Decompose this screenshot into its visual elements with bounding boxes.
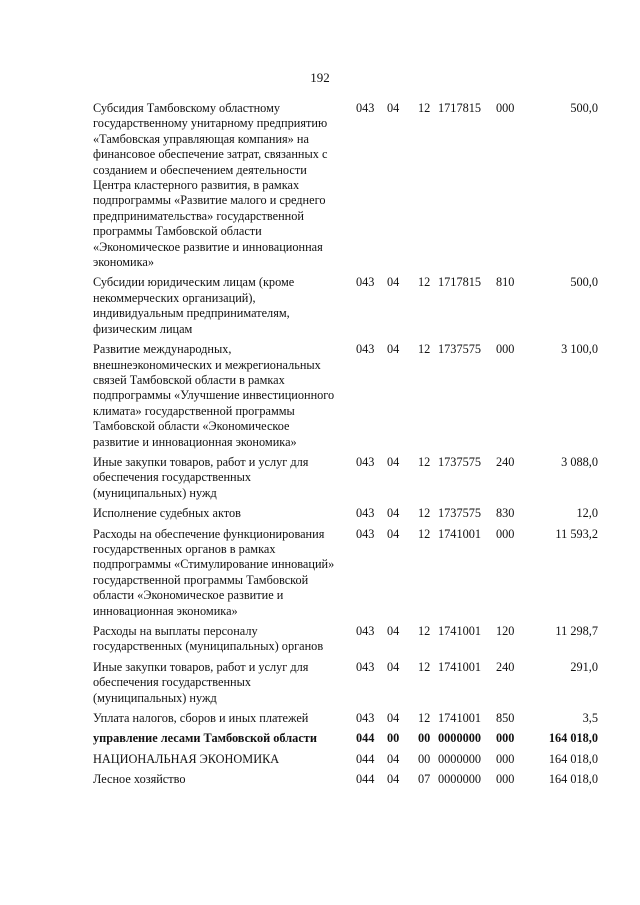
row-expense-type-code: 120 xyxy=(496,624,515,638)
row-ved-code: 043 xyxy=(356,342,375,357)
row-description: Субсидии юридическим лицам (кроме некоммерческих организаций), индивидуальным предпринимателям, физическим лицам xyxy=(93,275,295,336)
row-expense-type-code: 240 xyxy=(496,454,515,469)
row-target-article-code: 1741001 xyxy=(438,711,482,726)
row-subsection-code: 12 xyxy=(418,506,431,521)
row-section-code: 04 xyxy=(387,711,400,726)
row-target-article-code: 1737575 xyxy=(438,506,482,521)
row-description: Иные закупки товаров, работ и услуг для обеспечения государственных (муниципальных) нужд xyxy=(93,659,309,705)
row-description: Субсидия Тамбовскому областному государственному унитарному предприятию «Тамбовская управляющая компания» на финансовое обеспечение затрат, связанных с созданием и обеспечением деятельности Центра кластерного развития, в рамках подпрограммы «Развитие малого и среднего предпринимательства» государственной программы Тамбовской области «Экономическое развитие и инновационная экономика» xyxy=(93,101,328,270)
row-subsection-code: 12 xyxy=(418,624,431,638)
row-amount: 164 018,0 xyxy=(548,772,598,787)
row-section-code: 04 xyxy=(387,772,400,787)
row-expense-type-code: 850 xyxy=(496,711,515,726)
row-amount: 11 298,7 xyxy=(555,624,598,638)
row-description: Расходы на выплаты персоналу государственных (муниципальных) органов xyxy=(93,624,324,654)
row-section-code: 04 xyxy=(387,506,400,521)
row-target-article-code: 1737575 xyxy=(438,342,482,357)
row-subsection-code: 12 xyxy=(418,526,431,541)
row-expense-type-code: 000 xyxy=(496,101,515,115)
row-amount: 3,5 xyxy=(582,711,598,726)
table-row xyxy=(93,660,613,706)
table-row xyxy=(93,624,613,655)
row-section-code: 04 xyxy=(387,751,400,766)
row-expense-type-code: 000 xyxy=(496,526,515,541)
row-description: Иные закупки товаров, работ и услуг для обеспечения государственных (муниципальных) нужд xyxy=(93,454,309,500)
row-section-code: 04 xyxy=(387,275,400,290)
row-target-article-code: 0000000 xyxy=(438,731,482,746)
budget-table xyxy=(93,101,613,793)
row-ved-code: 044 xyxy=(356,731,375,746)
page-number: 192 xyxy=(310,70,330,85)
row-amount: 11 593,2 xyxy=(555,526,598,541)
row-target-article-code: 1717815 xyxy=(438,101,482,115)
row-ved-code: 043 xyxy=(356,275,375,290)
row-amount: 12,0 xyxy=(576,506,598,521)
row-subsection-code: 12 xyxy=(418,454,431,469)
row-description: Расходы на обеспечение функционирования государственных органов в рамках подпрограммы «Стимулирование инноваций» государственной программы Тамбовской области «Экономическое развитие и инновационная экономика» xyxy=(93,526,335,618)
row-ved-code: 044 xyxy=(356,772,375,787)
table-row xyxy=(93,772,613,787)
row-subsection-code: 12 xyxy=(418,342,431,357)
row-subsection-code: 00 xyxy=(418,751,431,766)
table-row xyxy=(93,455,613,501)
row-section-code: 04 xyxy=(387,624,400,638)
row-target-article-code: 1741001 xyxy=(438,526,482,541)
table-row xyxy=(93,275,613,337)
table-row xyxy=(93,527,613,619)
row-ved-code: 043 xyxy=(356,659,375,674)
row-ved-code: 043 xyxy=(356,711,375,726)
table-row xyxy=(93,752,613,767)
table-row xyxy=(93,711,613,726)
row-subsection-code: 00 xyxy=(418,731,431,746)
row-expense-type-code: 000 xyxy=(496,751,515,766)
row-section-code: 04 xyxy=(387,342,400,357)
row-target-article-code: 1741001 xyxy=(438,659,482,674)
row-amount: 500,0 xyxy=(570,101,598,115)
row-amount: 3 088,0 xyxy=(561,454,598,469)
row-section-code: 00 xyxy=(387,731,400,746)
row-section-code: 04 xyxy=(387,101,400,115)
row-amount: 164 018,0 xyxy=(548,731,598,746)
row-section-code: 04 xyxy=(387,454,400,469)
row-subsection-code: 12 xyxy=(418,101,431,115)
row-ved-code: 043 xyxy=(356,101,375,115)
row-subsection-code: 12 xyxy=(418,659,431,674)
row-description: НАЦИОНАЛЬНАЯ ЭКОНОМИКА xyxy=(93,751,280,766)
row-amount: 500,0 xyxy=(570,275,598,290)
table-row xyxy=(93,101,613,270)
row-expense-type-code: 000 xyxy=(496,731,515,746)
row-section-code: 04 xyxy=(387,526,400,541)
row-ved-code: 043 xyxy=(356,526,375,541)
row-subsection-code: 12 xyxy=(418,275,431,290)
row-description: Уплата налогов, сборов и иных платежей xyxy=(93,711,309,726)
row-target-article-code: 1717815 xyxy=(438,275,482,290)
row-target-article-code: 1737575 xyxy=(438,454,482,469)
row-expense-type-code: 240 xyxy=(496,659,515,674)
row-section-code: 04 xyxy=(387,659,400,674)
row-target-article-code: 0000000 xyxy=(438,751,482,766)
row-expense-type-code: 000 xyxy=(496,342,515,357)
row-description: Развитие международных, внешнеэкономических и межрегиональных связей Тамбовской области в рамках подпрограммы «Улучшение инвестиционного климата» государственной программы Тамбовской области «Экономическое развитие и инновационная экономика» xyxy=(93,342,335,449)
row-amount: 291,0 xyxy=(570,659,598,674)
row-expense-type-code: 810 xyxy=(496,275,515,290)
table-row xyxy=(93,506,613,521)
row-description: управление лесами Тамбовской области xyxy=(93,731,317,746)
table-row xyxy=(93,342,613,450)
row-expense-type-code: 000 xyxy=(496,772,515,787)
row-target-article-code: 1741001 xyxy=(438,624,482,638)
row-subsection-code: 12 xyxy=(418,711,431,726)
row-expense-type-code: 830 xyxy=(496,506,515,521)
row-amount: 3 100,0 xyxy=(561,342,598,357)
table-row xyxy=(93,731,613,746)
row-ved-code: 044 xyxy=(356,751,375,766)
row-ved-code: 043 xyxy=(356,506,375,521)
row-amount: 164 018,0 xyxy=(548,751,598,766)
row-ved-code: 043 xyxy=(356,624,375,638)
row-ved-code: 043 xyxy=(356,454,375,469)
row-subsection-code: 07 xyxy=(418,772,431,787)
row-description: Лесное хозяйство xyxy=(93,772,186,787)
row-description: Исполнение судебных актов xyxy=(93,506,241,521)
row-target-article-code: 0000000 xyxy=(438,772,482,787)
